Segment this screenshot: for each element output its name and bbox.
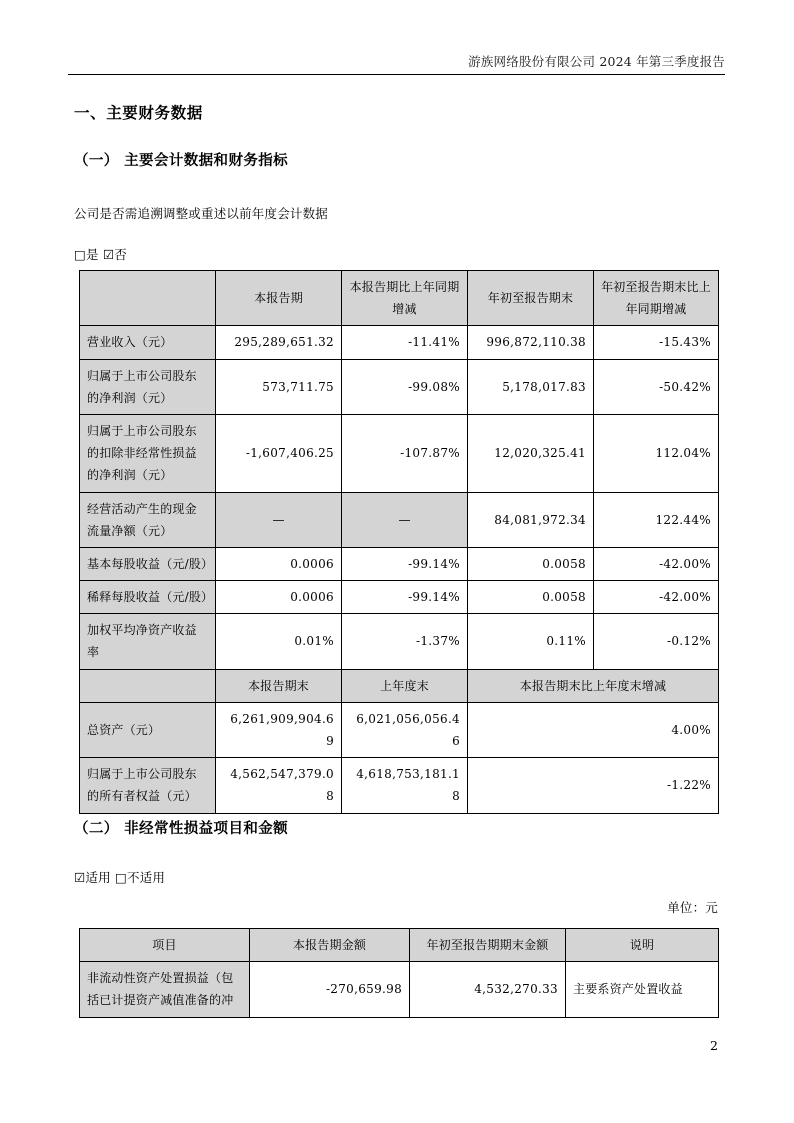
page-title: 一、主要财务数据 [74, 104, 203, 122]
row-label: 归属于上市公司股东的所有者权益（元） [80, 758, 216, 813]
table-header-row [80, 271, 719, 326]
row-value-ytd: 996,872,110.38 [468, 326, 594, 359]
row-value-current: 0.0006 [216, 581, 342, 614]
row-value-current: 295,289,651.32 [216, 326, 342, 359]
header-cell-item: 项目 [80, 929, 250, 962]
row-value-ytd: 0.0058 [468, 581, 594, 614]
row-value-current: 0.0006 [216, 547, 342, 580]
row-value-ytd: 5,178,017.83 [468, 359, 594, 414]
row-value-ytd: 84,081,972.34 [468, 492, 594, 547]
row-value-current-change: -107.87% [342, 414, 468, 492]
retrospective-choice: □是 ☑否 [74, 247, 127, 262]
row-value-ytd: 12,020,325.41 [468, 414, 594, 492]
nonrecurring-items-table [79, 928, 719, 1018]
main-financial-table [79, 270, 719, 814]
retrospective-question: 公司是否需追溯调整或重述以前年度会计数据 [74, 206, 329, 221]
row-value-current-change: — [342, 492, 468, 547]
header-cell-ytd: 年初至报告期末 [468, 271, 594, 326]
row-value-last-year-end: 4,618,753,181.18 [342, 758, 468, 813]
header-cell-current-amount: 本报告期金额 [250, 929, 410, 962]
row-value-current: 573,711.75 [216, 359, 342, 414]
running-header: 游族网络股份有限公司 2024 年第三季度报告 [468, 54, 725, 69]
table-row [80, 614, 719, 669]
unit-note: 单位：元 [667, 900, 718, 915]
row-label: 营业收入（元） [80, 326, 216, 359]
row-label: 归属于上市公司股东的扣除非经常性损益的净利润（元） [80, 414, 216, 492]
header-cell-last-year-end: 上年度末 [342, 669, 468, 702]
header-cell-blank [80, 669, 216, 702]
applicable-choice: ☑适用 □不适用 [74, 870, 166, 885]
table-row [80, 581, 719, 614]
row-value-ytd-change: -50.42% [594, 359, 719, 414]
table-row [80, 702, 719, 757]
header-cell-period-end: 本报告期末 [216, 669, 342, 702]
row-value-note: 主要系资产处置收益 [566, 962, 719, 1017]
header-cell-current-change: 本报告期比上年同期增减 [342, 271, 468, 326]
row-value-balance-change: 4.00% [468, 702, 719, 757]
row-label: 加权平均净资产收益率 [80, 614, 216, 669]
table-row [80, 492, 719, 547]
section-heading-two: （二） 非经常性损益项目和金额 [74, 821, 289, 837]
row-value-period-end: 6,261,909,904.69 [216, 702, 342, 757]
row-value-current: — [216, 492, 342, 547]
table-header-row [80, 929, 719, 962]
row-value-current-change: -1.37% [342, 614, 468, 669]
row-value-ytd: 0.0058 [468, 547, 594, 580]
row-value-current-amount: -270,659.98 [250, 962, 410, 1017]
row-value-ytd: 0.11% [468, 614, 594, 669]
row-value-balance-change: -1.22% [468, 758, 719, 813]
row-label: 经营活动产生的现金流量净额（元） [80, 492, 216, 547]
table-row [80, 414, 719, 492]
row-label: 非流动性资产处置损益（包括已计提资产减值准备的冲 [80, 962, 250, 1017]
row-value-current-change: -11.41% [342, 326, 468, 359]
row-value-current-change: -99.08% [342, 359, 468, 414]
row-value-current-change: -99.14% [342, 581, 468, 614]
header-cell-ytd-amount: 年初至报告期期末金额 [410, 929, 566, 962]
section-heading-one: （一） 主要会计数据和财务指标 [74, 153, 289, 169]
header-cell-current-period: 本报告期 [216, 271, 342, 326]
row-value-ytd-change: -42.00% [594, 581, 719, 614]
table-row [80, 962, 719, 1017]
row-value-ytd-change: -42.00% [594, 547, 719, 580]
table-row [80, 547, 719, 580]
row-label: 归属于上市公司股东的净利润（元） [80, 359, 216, 414]
row-value-ytd-change: 122.44% [594, 492, 719, 547]
page-number: 2 [710, 1038, 718, 1053]
table-row [80, 326, 719, 359]
header-cell-note: 说明 [566, 929, 719, 962]
row-value-ytd-change: -0.12% [594, 614, 719, 669]
row-label: 总资产（元） [80, 702, 216, 757]
row-value-period-end: 4,562,547,379.08 [216, 758, 342, 813]
row-value-current: 0.01% [216, 614, 342, 669]
row-label: 稀释每股收益（元/股） [80, 581, 216, 614]
header-cell-ytd-change: 年初至报告期末比上年同期增减 [594, 271, 719, 326]
header-cell-blank [80, 271, 216, 326]
table-subheader-row [80, 669, 719, 702]
row-value-ytd-amount: 4,532,270.33 [410, 962, 566, 1017]
table-row [80, 359, 719, 414]
row-value-ytd-change: 112.04% [594, 414, 719, 492]
row-value-current: -1,607,406.25 [216, 414, 342, 492]
header-cell-balance-change: 本报告期末比上年度末增减 [468, 669, 719, 702]
row-value-last-year-end: 6,021,056,056.46 [342, 702, 468, 757]
header-rule [68, 74, 725, 75]
row-label: 基本每股收益（元/股） [80, 547, 216, 580]
row-value-current-change: -99.14% [342, 547, 468, 580]
table-row [80, 758, 719, 813]
row-value-ytd-change: -15.43% [594, 326, 719, 359]
